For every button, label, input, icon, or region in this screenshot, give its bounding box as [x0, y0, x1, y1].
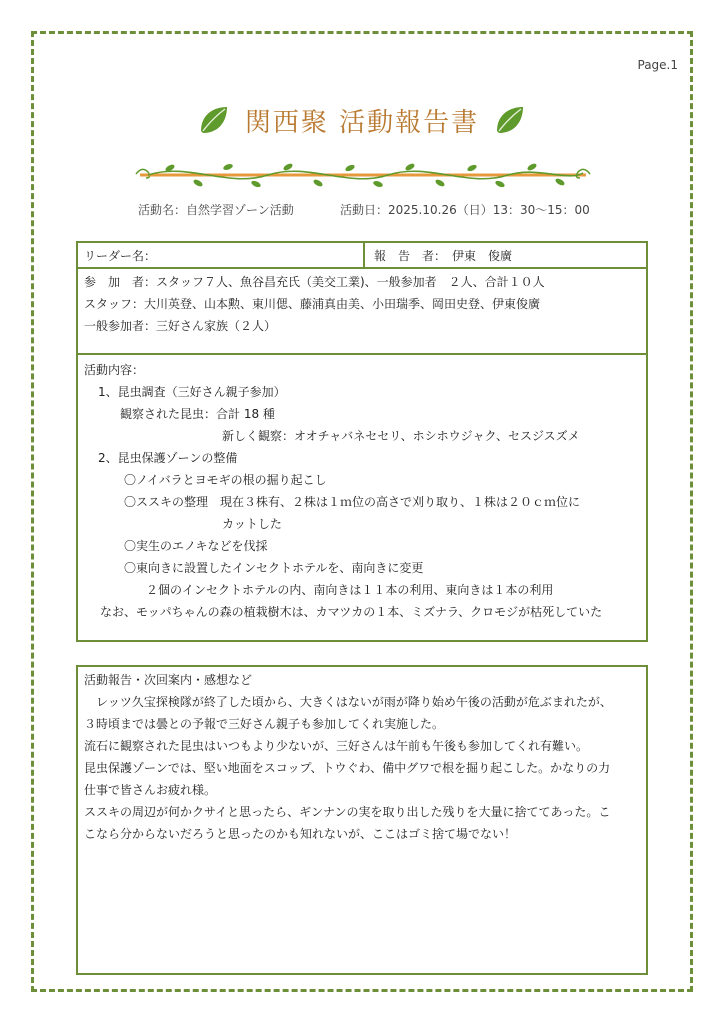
title-area	[0, 100, 724, 140]
leaf-icon	[493, 103, 527, 137]
activity-date: 活動日：2025.10.26（日）13：30〜15：00	[340, 203, 590, 217]
activity-name: 活動名：自然学習ゾーン活動	[138, 203, 294, 217]
report-line: 流石に観察された昆虫はいつもより少ないが、三好さんは午前も午後も参加してくれ有難い。	[84, 739, 589, 753]
page-number: Page.1	[637, 58, 678, 72]
report-line: ３時頃までは曇との予報で三好さん親子も参加してくれ実施した。	[84, 717, 445, 731]
item2-d: 〇東向きに設置したインセクトホテルを、南向きに変更	[124, 561, 424, 575]
item1-new: 新しく観察：オオチャバネセセリ、ホシホウジャク、セスジスズメ	[222, 429, 580, 443]
participants	[84, 271, 640, 337]
report-heading: 活動報告・次回案内・感想など	[84, 673, 253, 687]
report-box	[76, 665, 648, 975]
note: なお、モッパちゃんの森の植栽樹木は、カマツカの１本、ミズナラ、クロモジが枯死していた	[100, 605, 603, 619]
staff-list: スタッフ：大川英登、山本勲、東川偲、藤浦真由美、小田瑞季、岡田史登、伊東俊廣	[84, 297, 541, 311]
report-line: 昆虫保護ゾーンでは、堅い地面をスコップ、トウぐわ、備中グワで根を掘り起こした。かなりの力	[84, 761, 611, 775]
leader-row	[78, 243, 646, 269]
item1-observed: 観察された昆虫：合計 18 種	[120, 407, 275, 421]
report-line: ススキの周辺が何かクサイと思ったら、ギンナンの実を取り出した残りを大量に捨ててあった。こ	[84, 805, 611, 819]
item1-title: 1、昆虫調査（三好さん親子参加）	[98, 385, 286, 399]
general-participants: 一般参加者：三好さん家族（２人）	[84, 319, 277, 333]
leaf-icon	[197, 103, 231, 137]
leader-label: リーダー名：	[84, 249, 157, 263]
report-line: 仕事で皆さんお疲れ様。	[84, 783, 217, 797]
report-line: こなら分からないだろうと思ったのかも知れないが、ここはゴミ捨て場でない！	[84, 827, 517, 841]
vine-ornament	[128, 158, 598, 192]
row-divider	[363, 243, 365, 267]
activity-content	[84, 359, 640, 623]
report-line: レッツ久宝探検隊が終了した頃から、大きくはないが雨が降り始め午後の活動が危ぶまれたが、	[84, 695, 612, 709]
item2-c: 〇実生のエノキなどを伐採	[124, 539, 268, 553]
content-heading: 活動内容：	[84, 363, 145, 377]
item2-d2: ２個のインセクトホテルの内、南向きは１１本の利用、東向きは１本の利用	[146, 583, 554, 597]
activity-details-box	[76, 241, 648, 642]
item2-a: 〇ノイバラとヨモギの根の掘り起こし	[124, 473, 327, 487]
participants-summary: 参 加 者：スタッフ７人、魚谷昌充氏（美交工業)、一般参加者 ２人、合計１０人	[84, 275, 545, 289]
item2-title: 2、昆虫保護ゾーンの整備	[98, 451, 238, 465]
reporter: 報 告 者： 伊東 俊廣	[374, 249, 513, 263]
section-divider	[78, 353, 646, 355]
item2-b: 〇ススキの整理 現在３株有、２株は１ｍ位の高さで刈り取り、１株は２０ｃｍ位に	[124, 495, 581, 509]
page-title: 関西聚 活動報告書	[244, 107, 480, 138]
item2-b2: カットした	[222, 517, 282, 531]
report-content	[84, 669, 640, 845]
